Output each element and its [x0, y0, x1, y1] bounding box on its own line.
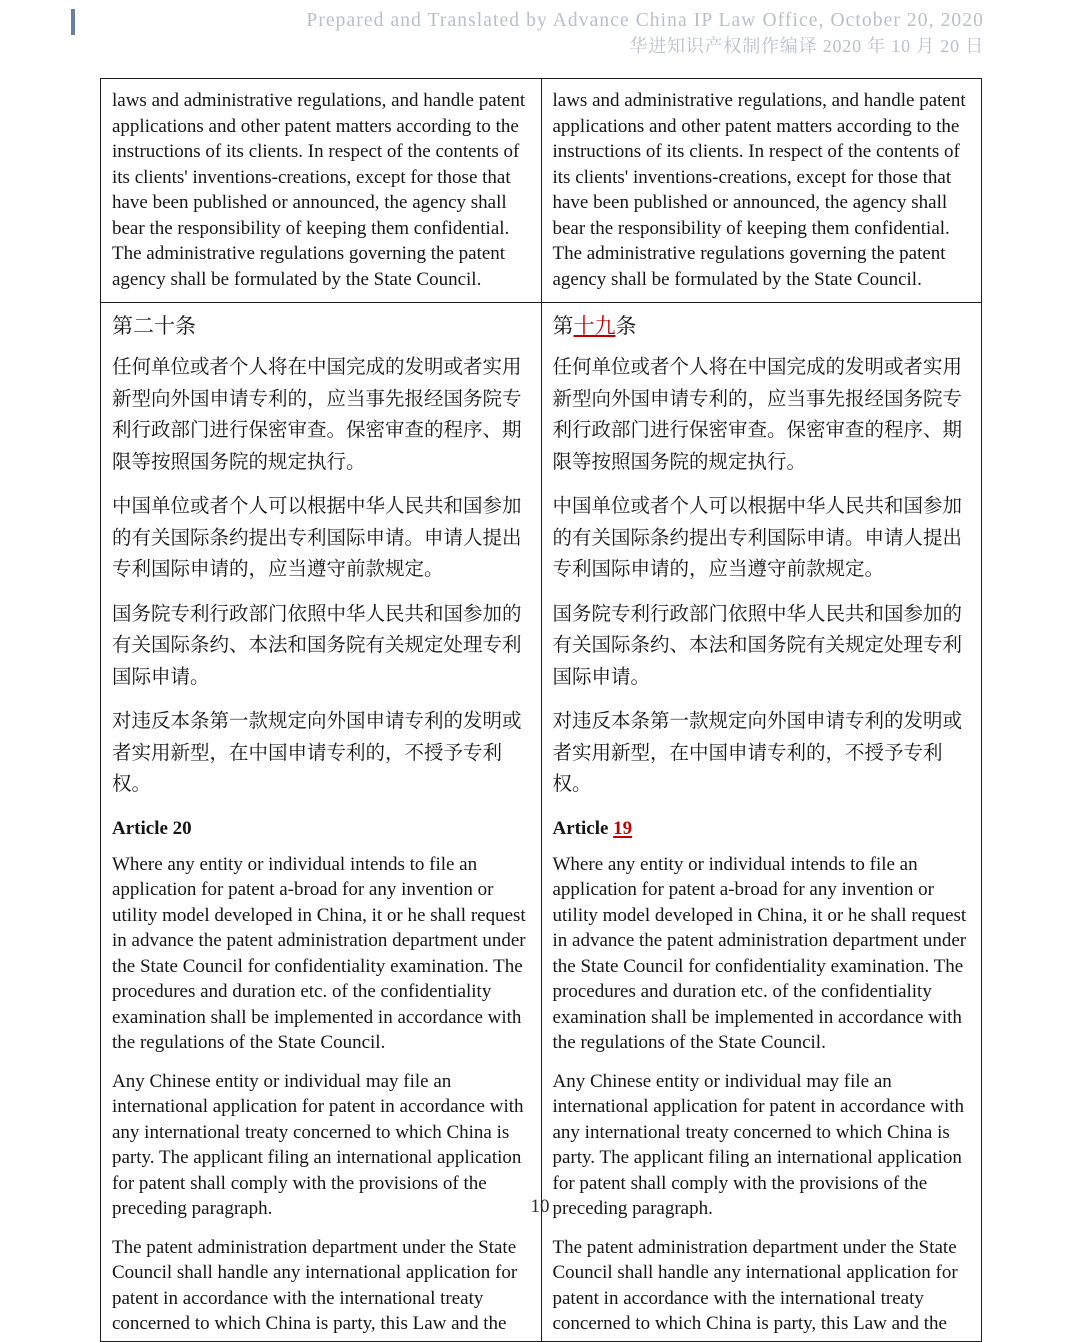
- header-line-chinese: 华进知识产权制作编译 2020 年 10 月 20 日: [629, 36, 984, 56]
- english-paragraph-left: Any Chinese entity or individual may file an international application for patent in accordance with any international treaty concerned to which China is party. The applicant filing an international application for patent shall comply with the provisions of the preceding paragraph.: [112, 1070, 524, 1219]
- table-row-article: [101, 303, 982, 1342]
- article-heading-chinese-left: [112, 312, 530, 340]
- english-paragraph-left: Where any entity or individual intends to file an application for patent a-broad for any invention or utility model developed in China, it or he shall request in advance the patent administration department under the State Council for confidentiality examination. The procedures and duration etc. of the confidentiality examination shall be implemented in accordance with the regulations of the State Council.: [112, 853, 526, 1053]
- article-heading-en-prefix-right: Article: [552, 817, 614, 839]
- cell-left-article: [101, 303, 542, 1342]
- cell-right-continued: [541, 79, 982, 303]
- article-heading-cn-suffix-left: 条: [175, 314, 196, 338]
- article-heading-cn-number-left: 二十: [133, 314, 175, 338]
- cell-left-continued: [101, 79, 542, 303]
- chinese-paragraph-left: 中国单位或者个人可以根据中华人民共和国参加的有关国际条约提出专利国际申请。申请人提出专利国际申请的，应当遵守前款规定。: [112, 494, 522, 580]
- continued-paragraph-left: laws and administrative regulations, and handle patent applications and other patent matters according to the instructions of its clients. In respect of the contents of its clients' inventions-creations, except for those that have been published or announced, the agency shall bear the responsibility of keeping them confidential. The administrative regulations governing the patent agency shall be formulated by the State Council.: [112, 90, 526, 290]
- chinese-paragraph-left: 对违反本条第一款规定向外国申请专利的发明或者实用新型，在中国申请专利的，不授予专利权。: [112, 709, 522, 795]
- article-heading-en-number-right: 19: [613, 817, 633, 839]
- english-paragraph-right: Any Chinese entity or individual may file an international application for patent in accordance with any international treaty concerned to which China is party. The applicant filing an international application for patent shall comply with the provisions of the preceding paragraph.: [552, 1070, 964, 1219]
- revision-change-bar: [71, 9, 75, 35]
- page-number: 10: [530, 1196, 550, 1217]
- page-header: [0, 0, 1080, 70]
- chinese-paragraph-right: 对违反本条第一款规定向外国申请专利的发明或者实用新型，在中国申请专利的，不授予专利权。: [552, 709, 963, 795]
- chinese-paragraph-left: 任何单位或者个人将在中国完成的发明或者实用新型向外国申请专利的，应当事先报经国务院专利行政部门进行保密审查。保密审查的程序、期限等按照国务院的规定执行。: [112, 355, 522, 473]
- article-heading-cn-prefix-right: 第: [552, 314, 574, 338]
- article-heading-cn-prefix-left: 第: [112, 314, 133, 338]
- article-heading-cn-number-right: 十九: [573, 314, 616, 338]
- header-attribution: [306, 8, 984, 59]
- chinese-paragraph-right: 中国单位或者个人可以根据中华人民共和国参加的有关国际条约提出专利国际申请。申请人提出专利国际申请的，应当遵守前款规定。: [552, 494, 963, 580]
- article-heading-english-right: [553, 816, 971, 841]
- article-heading-en-number-left: 20: [172, 817, 192, 839]
- article-heading-en-prefix-left: Article: [112, 817, 173, 839]
- bilingual-comparison-table: [100, 78, 982, 1342]
- english-paragraph-left: The patent administration department under the State Council shall handle any international application for patent in accordance with the international treaty concerned to which China is party, this Law and the: [112, 1236, 518, 1334]
- article-heading-cn-suffix-right: 条: [615, 314, 637, 338]
- chinese-paragraph-right: 国务院专利行政部门依照中华人民共和国参加的有关国际条约、本法和国务院有关规定处理专利国际申请。: [552, 601, 963, 688]
- chinese-paragraph-right: 任何单位或者个人将在中国完成的发明或者实用新型向外国申请专利的，应当事先报经国务院专利行政部门进行保密审查。保密审查的程序、期限等按照国务院的规定执行。: [552, 355, 963, 473]
- article-heading-english-left: [112, 816, 530, 841]
- header-line-english: Prepared and Translated by Advance China IP Law Office, October 20, 2020: [306, 10, 984, 31]
- chinese-paragraph-left: 国务院专利行政部门依照中华人民共和国参加的有关国际条约、本法和国务院有关规定处理专利国际申请。: [112, 601, 522, 688]
- english-paragraph-right: Where any entity or individual intends to file an application for patent a-broad for any invention or utility model developed in China, it or he shall request in advance the patent administration department under the State Council for confidentiality examination. The procedures and duration etc. of the confidentiality examination shall be implemented in accordance with the regulations of the State Council.: [552, 853, 967, 1053]
- table-row-continued: [101, 79, 982, 303]
- english-paragraph-right: The patent administration department under the State Council shall handle any international application for patent in accordance with the international treaty concerned to which China is party, this Law and the: [552, 1236, 958, 1334]
- cell-right-article: [541, 303, 982, 1342]
- article-heading-chinese-right: [553, 312, 971, 340]
- continued-paragraph-right: laws and administrative regulations, and handle patent applications and other patent matters according to the instructions of its clients. In respect of the contents of its clients' inventions-creations, except for those that have been published or announced, the agency shall bear the responsibility of keeping them confidential. The administrative regulations governing the patent agency shall be formulated by the State Council.: [552, 90, 966, 290]
